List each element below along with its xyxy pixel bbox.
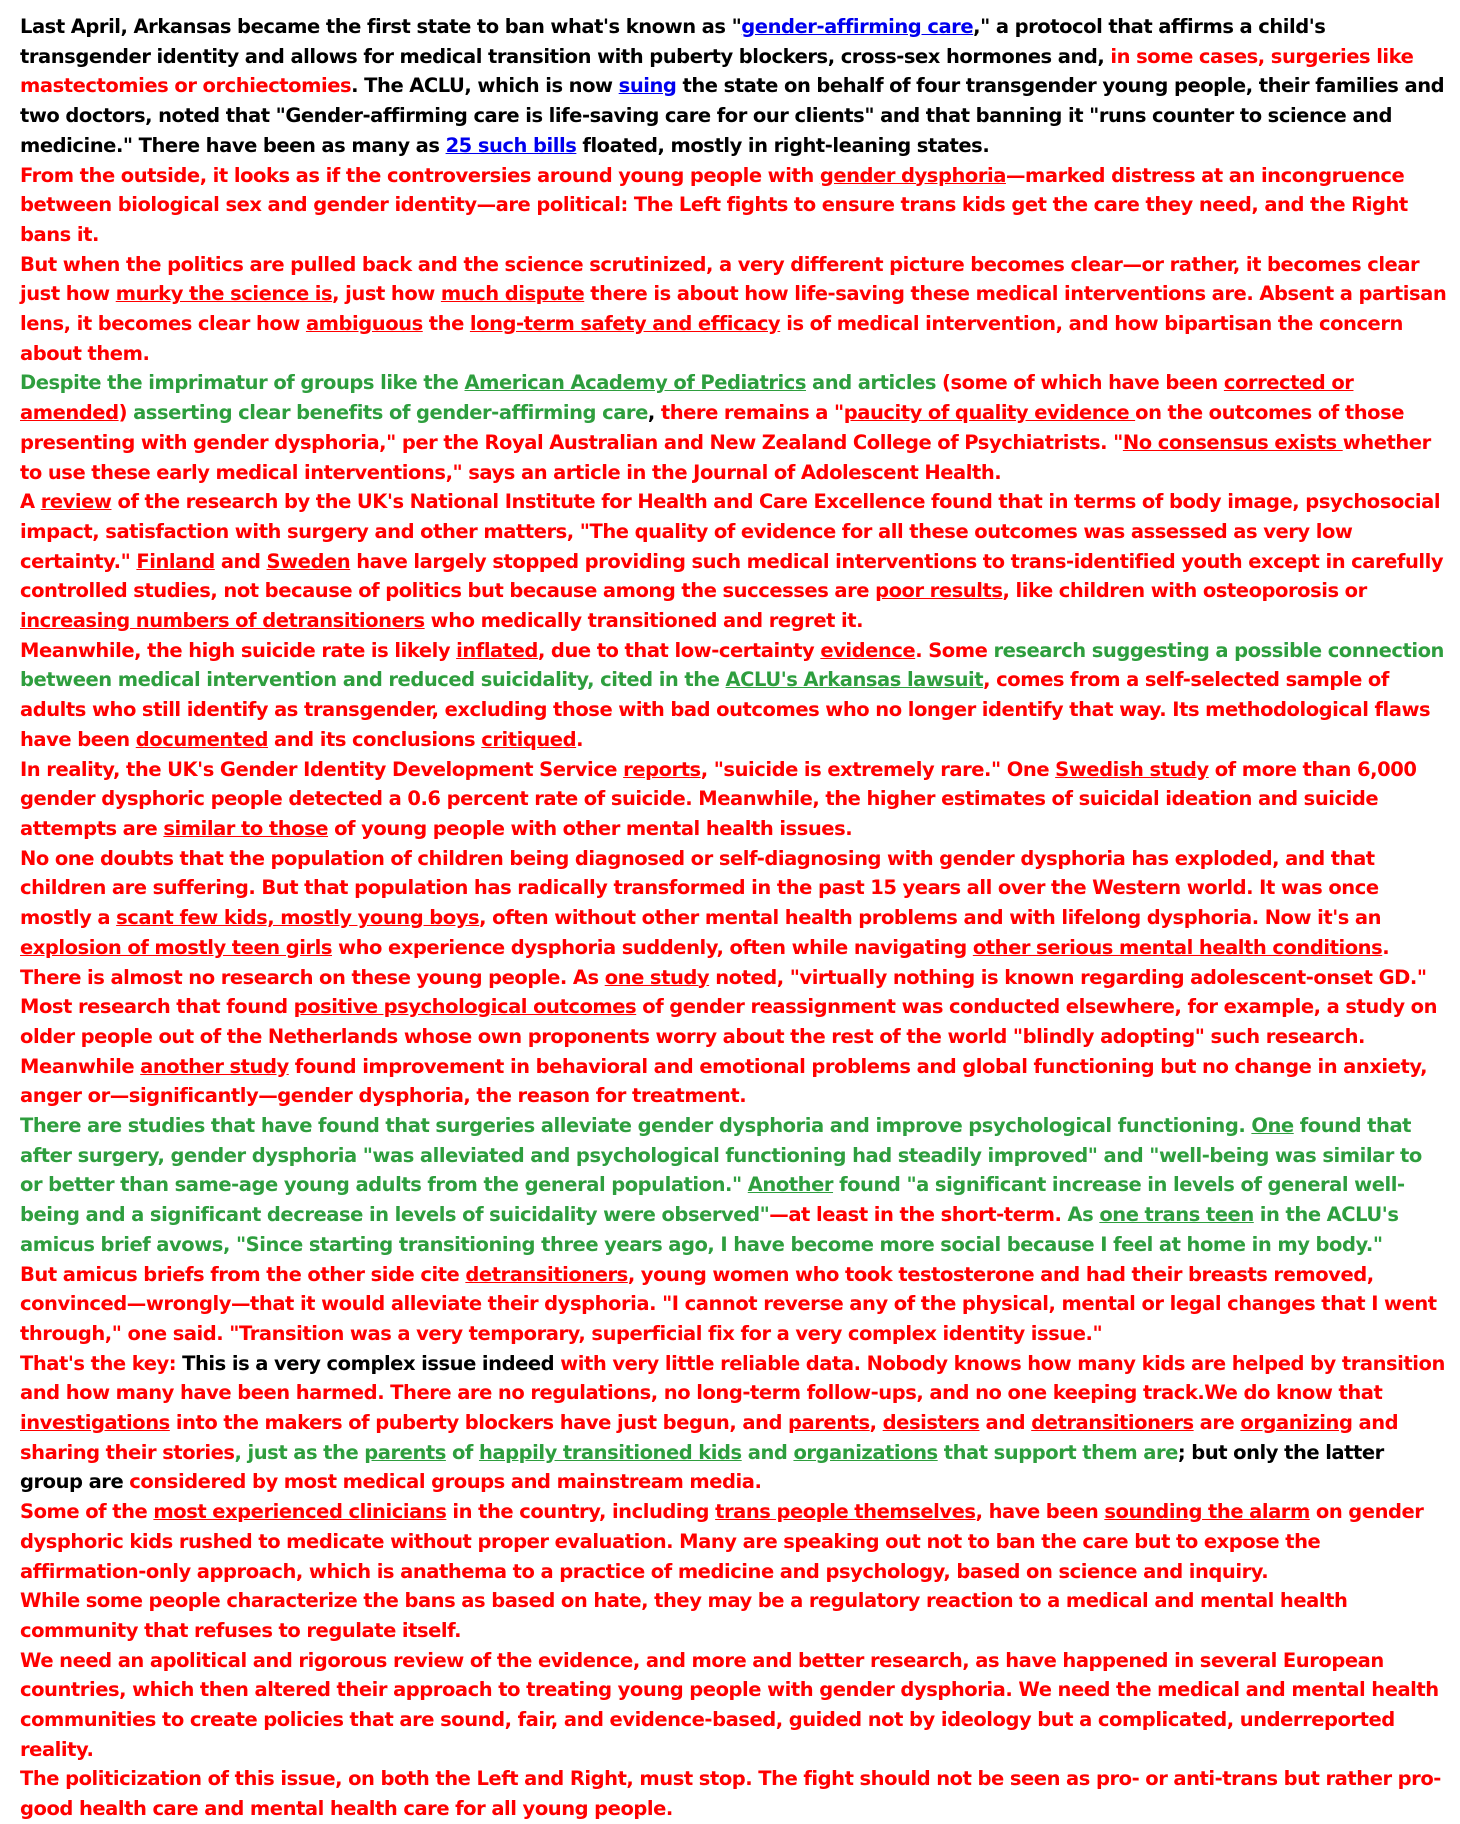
- hyperlink[interactable]: review: [40, 490, 112, 514]
- text-run: , just as the: [234, 1440, 365, 1464]
- text-run: We need an apolitical and rigorous review of the evidence, and more and better research, as have happened in several European countries, which then altered their approach to treating young people with gender dysphoria. We need the medical and mental health communities to create policies that are sound, fair, and evidence-based, guided not by ideology but a complicated, underreported reality.: [20, 1648, 1439, 1761]
- hyperlink[interactable]: American Academy of Pediatrics: [464, 371, 807, 395]
- text-run: have largely stopped providing such medical interventions to trans-identified youth except in carefully controlled studies, not because of politics but because among the successes are: [20, 549, 1444, 603]
- hyperlink[interactable]: 25 such bills: [445, 133, 577, 157]
- text-run: and sharing their stories: [20, 1411, 1399, 1464]
- text-run: and: [741, 1440, 794, 1464]
- text-run: ): [118, 401, 128, 425]
- text-run: on the outcomes of those presenting with gender dysphoria," per the Royal Australian and New Zealand College of Psychiatrists. ": [20, 401, 1405, 454]
- hyperlink[interactable]: One: [1251, 1114, 1294, 1138]
- text-run: that support them are: [937, 1440, 1178, 1464]
- hyperlink[interactable]: paucity of quality evidence: [843, 401, 1136, 425]
- hyperlink[interactable]: poor results: [875, 579, 1003, 603]
- paragraph-p15: [20, 1586, 1448, 1645]
- paragraph-p12: [20, 1260, 1448, 1349]
- text-run: whether to use these early medical interventions," says an article in the Journal of Adolescent Health.: [20, 430, 1431, 484]
- hyperlink[interactable]: organizing: [1240, 1411, 1353, 1435]
- hyperlink[interactable]: ACLU's Arkansas lawsuit: [725, 668, 984, 692]
- text-run: floated, mostly in right-leaning states.: [576, 133, 990, 157]
- text-run: considered by most medical groups and mainstream media.: [129, 1470, 762, 1494]
- text-run: , young women who took testosterone and had their breasts removed, convinced—wrongly—that it would alleviate their dysphoria. "I cannot reverse any of the physical, mental or legal changes that I went through," one said. "Transition was a very temporary, superficial fix for a very complex identity issue.": [20, 1262, 1437, 1345]
- text-run: the: [422, 312, 470, 336]
- hyperlink[interactable]: Sweden: [266, 549, 351, 573]
- hyperlink[interactable]: scant few kids, mostly young boys: [116, 906, 480, 930]
- hyperlink[interactable]: parents: [788, 1411, 870, 1435]
- hyperlink[interactable]: gender-affirming care: [741, 15, 974, 38]
- text-run: —marked distress at an incongruence between biological sex and gender identity—are political: The Left fights to ensure trans kids get the care they need, and the Right bans it.: [20, 163, 1408, 246]
- hyperlink[interactable]: corrected or amended: [20, 371, 1354, 425]
- hyperlink[interactable]: happily transitioned kids: [478, 1440, 742, 1464]
- text-run: of young people with other mental health issues.: [328, 816, 853, 840]
- text-run: No one doubts that the population of children being diagnosed or self-diagnosing with gender dysphoria has exploded, and that children are suffering. But that population has radically transformed in the past 15 years all over the Western world. It was once mostly a: [20, 846, 1379, 930]
- hyperlink[interactable]: critiqued: [481, 727, 577, 751]
- hyperlink[interactable]: sounding the alarm: [1104, 1500, 1310, 1524]
- hyperlink[interactable]: Swedish study: [1055, 757, 1209, 781]
- text-run: and: [214, 549, 267, 573]
- text-run: are: [1193, 1411, 1241, 1435]
- hyperlink[interactable]: parents: [364, 1440, 446, 1464]
- text-run: found improvement in behavioral and emotional problems and global functioning but no change in anxiety, anger or—significantly—gender dysphoria, the reason for treatment.: [20, 1054, 1428, 1108]
- text-run: Last April, Arkansas became the first state to ban what's known as ": [20, 15, 742, 38]
- text-run: Meanwhile: [20, 1054, 141, 1078]
- text-run: (some of which have been: [942, 371, 1224, 395]
- hyperlink[interactable]: desisters: [882, 1411, 980, 1435]
- text-run: .: [1382, 935, 1390, 959]
- hyperlink[interactable]: organizations: [793, 1440, 938, 1464]
- hyperlink[interactable]: gender dysphoria: [819, 163, 1006, 187]
- text-run: on gender dysphoric kids rushed to medicate without proper evaluation. Many are speaking out not to ban the care but to expose the affirmation-only approach, which is anathema to a practice of medicine and psychology, based on science and inquiry.: [20, 1500, 1424, 1583]
- text-run: , comes from a self-selected sample of adults who still identify as transgender, excluding those with bad outcomes who no longer identify that way. Its methodological flaws have been: [20, 668, 1431, 751]
- paragraph-p17: [20, 1764, 1448, 1823]
- paragraph-p11: [20, 1111, 1448, 1260]
- text-run: ,: [647, 401, 661, 425]
- hyperlink[interactable]: detransitioners: [465, 1262, 628, 1286]
- paragraph-p1: [20, 12, 1448, 161]
- text-run: , often without other mental health problems and with lifelong dysphoria. Now it's an: [479, 906, 1382, 930]
- hyperlink[interactable]: reports: [623, 757, 701, 781]
- text-run: —at least in the short-term.: [769, 1203, 1062, 1227]
- text-run: There is almost no research on these young people. As: [20, 965, 605, 989]
- text-run: As: [1061, 1203, 1100, 1227]
- text-run: the state on behalf of four transgender young people, their families and two doctors, noted that "Gender-affirming care is life-saving care for our clients" and that banning it "runs counter to science and medicine." There have been as many as: [20, 74, 1445, 157]
- paragraph-p7: [20, 755, 1448, 844]
- text-run: But when the politics are pulled back and the science scrutinized, a very different picture becomes clear—or rather, it becomes clear just how: [20, 252, 1420, 306]
- hyperlink[interactable]: inflated: [456, 638, 538, 662]
- text-run: , "suicide is extremely rare." One: [700, 757, 1056, 781]
- text-run: is of medical intervention, and how bipartisan the concern about them.: [20, 312, 1403, 365]
- text-run: found that after surgery, gender dysphoria "was alleviated and psychological functioning had steadily improved" and "well-being was similar to or better than same-age young adults from the general population.": [20, 1114, 1422, 1197]
- text-run: research suggesting a possible connection between medical intervention and reduced suicidality, cited in the: [20, 638, 1444, 692]
- text-run: ; but only the latter group are: [20, 1440, 1384, 1494]
- text-run: with very little reliable data. Nobody knows how many kids are helped by transition and how many have been harmed. There are no regulations, no long-term follow-ups, and no one keeping track.We do know that: [20, 1351, 1445, 1405]
- text-run: That's the key:: [20, 1351, 183, 1375]
- text-run: , just how: [332, 282, 441, 306]
- text-run: , like children with osteoporosis or: [1002, 579, 1367, 603]
- paragraph-p13: [20, 1349, 1448, 1498]
- hyperlink[interactable]: one study: [604, 965, 710, 989]
- text-run: , have been: [975, 1500, 1105, 1524]
- text-run: Despite the imprimatur of groups like the: [20, 371, 465, 395]
- text-run: found "a significant increase in levels of general well-being and a significant decrease in levels of suicidality were observed": [20, 1173, 1405, 1227]
- text-run: there remains a ": [660, 401, 844, 425]
- text-run: This is a very complex issue indeed: [182, 1351, 555, 1375]
- hyperlink[interactable]: investigations: [20, 1411, 170, 1435]
- hyperlink[interactable]: evidence: [820, 638, 916, 662]
- text-run: . Some: [915, 638, 994, 662]
- hyperlink[interactable]: explosion of mostly teen girls: [20, 935, 332, 959]
- hyperlink[interactable]: long-term safety and efficacy: [469, 312, 781, 336]
- hyperlink[interactable]: Another: [747, 1173, 834, 1197]
- hyperlink[interactable]: No consensus exists: [1122, 430, 1343, 454]
- paragraph-p3: [20, 250, 1448, 369]
- text-run: who experience dysphoria suddenly, often while navigating: [332, 935, 973, 959]
- text-run: .: [576, 727, 584, 751]
- paragraph-p16: [20, 1646, 1448, 1765]
- hyperlink[interactable]: documented: [135, 727, 268, 751]
- hyperlink[interactable]: Finland: [136, 549, 215, 573]
- text-run: Meanwhile, the high suicide rate is likely: [20, 638, 457, 662]
- text-run: , due to that low-certainty: [537, 638, 821, 662]
- hyperlink[interactable]: another study: [140, 1054, 289, 1078]
- hyperlink[interactable]: detransitioners: [1031, 1411, 1194, 1435]
- hyperlink[interactable]: one trans teen: [1099, 1203, 1254, 1227]
- hyperlink[interactable]: other serious mental health conditions: [972, 935, 1383, 959]
- paragraph-p6: [20, 636, 1448, 755]
- hyperlink[interactable]: positive psychological outcomes: [293, 995, 637, 1019]
- text-run: A: [20, 490, 41, 514]
- text-run: into the makers of puberty blockers have just begun, and: [169, 1411, 789, 1435]
- hyperlink[interactable]: murky the science is: [115, 282, 333, 306]
- text-run: In reality, the UK's Gender Identity Development Service: [20, 757, 624, 781]
- paragraph-p4: [20, 368, 1448, 487]
- text-run: ,: [869, 1411, 883, 1435]
- text-run: there is about how life-saving these medical interventions are. Absent a partisan lens, it becomes clear how: [20, 282, 1447, 336]
- text-run: . The ACLU, which is now: [351, 74, 619, 98]
- hyperlink[interactable]: increasing numbers of detransitioners: [20, 609, 425, 633]
- paragraph-p2: [20, 161, 1448, 250]
- hyperlink[interactable]: suing: [618, 74, 677, 98]
- paragraph-p10: [20, 1052, 1448, 1111]
- text-run: of gender reassignment was conducted elsewhere, for example, a study on older people out of the Netherlands whose own proponents worry about the rest of the world "blindly adopting" such research.: [20, 995, 1438, 1048]
- paragraph-p14: [20, 1497, 1448, 1586]
- text-run: of: [445, 1440, 479, 1464]
- text-run: of the research by the UK's National Institute for Health and Care Excellence found that in terms of body image, psychosocial impact, satisfaction with surgery and other matters, "The quality of evidence for all these outcomes was assessed as very low certainty.": [20, 490, 1441, 573]
- hyperlink[interactable]: similar to those: [163, 816, 329, 840]
- paragraph-p8: [20, 844, 1448, 963]
- text-run: and articles: [806, 371, 943, 395]
- text-run: in the ACLU's amicus brief avows, "Since starting transitioning three years ago, I have become more social because I feel at home in my body.": [20, 1203, 1399, 1256]
- text-run: of more than 6,000 gender dysphoric people detected a 0.6 percent rate of suicide. Meanwhile, the higher estimates of suicidal ideation and suicide attempts are: [20, 757, 1417, 840]
- text-run: noted, "virtually nothing is known regarding adolescent-onset GD." Most research that found: [20, 965, 1427, 1019]
- text-run: There are studies that have found that surgeries alleviate gender dysphoria and improve psychological functioning.: [20, 1114, 1252, 1138]
- text-run: The politicization of this issue, on both the Left and Right, must stop. The fight should not be seen as pro- or anti-trans but rather pro-good health care and mental health care for all young people.: [20, 1767, 1441, 1821]
- hyperlink[interactable]: most experienced clinicians: [153, 1500, 447, 1524]
- paragraph-p5: [20, 487, 1448, 636]
- text-run: From the outside, it looks as if the controversies around young people with: [20, 163, 820, 187]
- text-run: asserting clear benefits of gender-affirming care: [127, 401, 648, 425]
- text-run: who medically transitioned and regret it.: [424, 609, 864, 633]
- hyperlink[interactable]: much dispute: [440, 282, 585, 306]
- text-run: Some of the: [20, 1500, 154, 1524]
- hyperlink[interactable]: ambiguous: [305, 312, 423, 336]
- text-run: in the country, including: [446, 1500, 716, 1524]
- text-run: and its conclusions: [267, 727, 482, 751]
- text-run: ," a protocol that affirms a child's transgender identity and allows for medical transition with puberty blockers, cross-sex hormones and,: [20, 15, 1326, 68]
- text-run: While some people characterize the bans as based on hate, they may be a regulatory reaction to a medical and mental health community that refuses to regulate itself.: [20, 1589, 1348, 1642]
- text-run: But amicus briefs from the other side cite: [20, 1262, 466, 1286]
- text-run: in some cases, surgeries like mastectomies or orchiectomies: [20, 44, 1414, 98]
- hyperlink[interactable]: trans people themselves: [715, 1500, 976, 1524]
- paragraph-p9: [20, 963, 1448, 1052]
- text-run: and: [979, 1411, 1032, 1435]
